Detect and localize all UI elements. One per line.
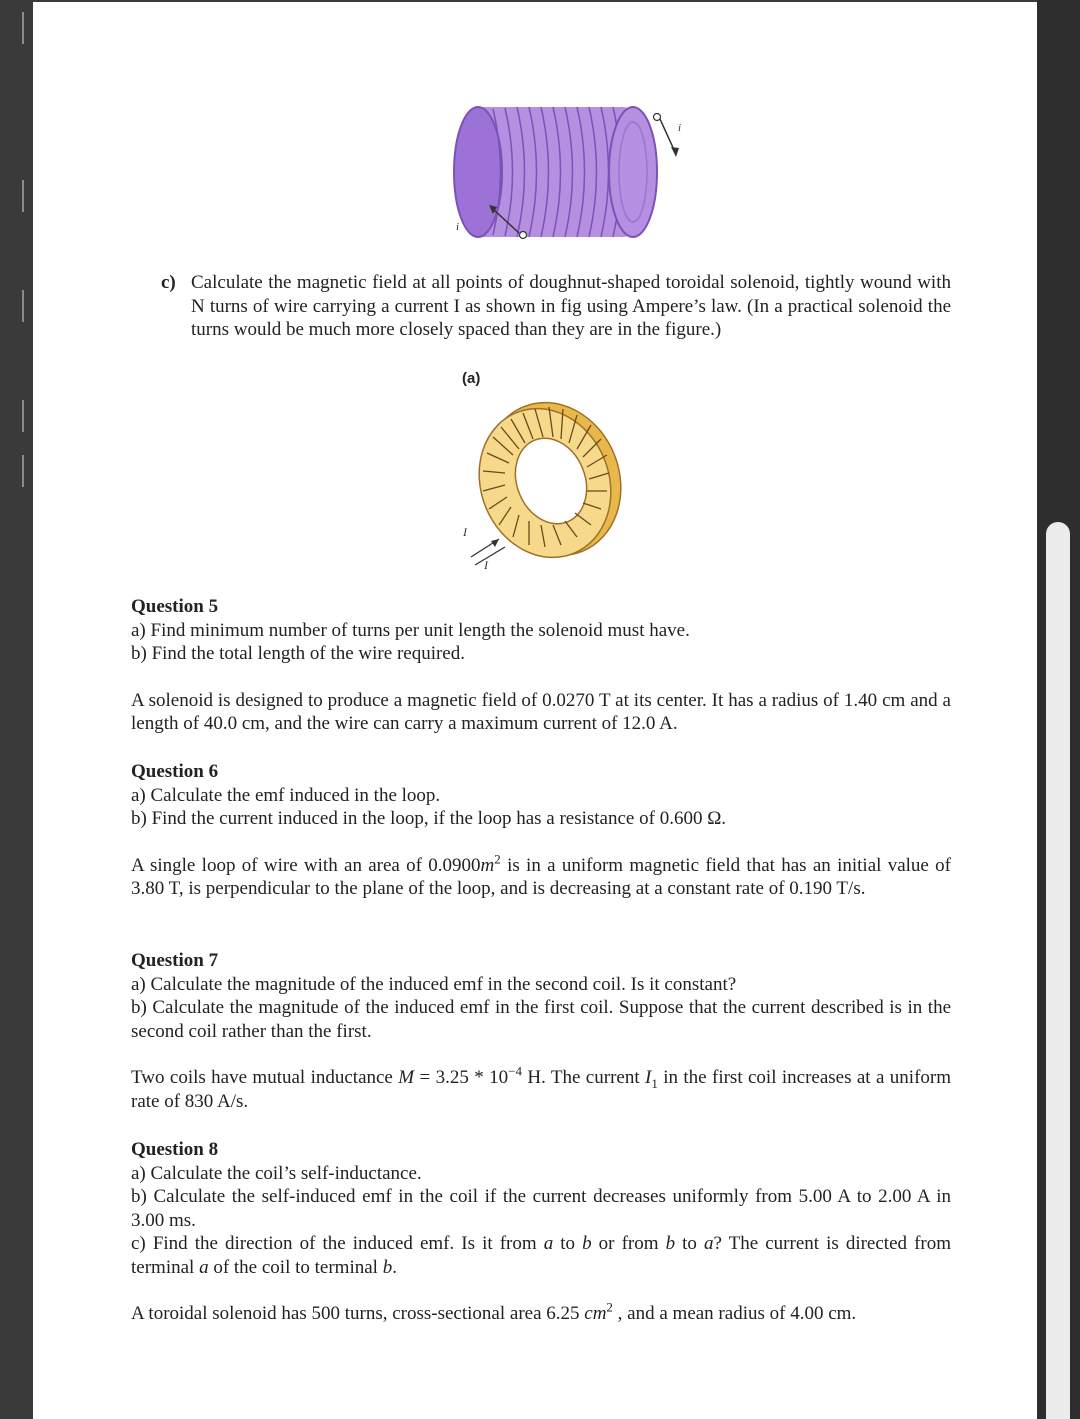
question-body: A single loop of wire with an area of $0.0900m^2$ is in a uniform magnetic field that has an initial value of 3.80 T, is perpendicular to the plane of the loop, and is decreasing at a constant rate of 0.190 T/s. bbox=[131, 851, 951, 899]
solenoid-current-label: i bbox=[678, 122, 682, 134]
question-part-a: a) Calculate the emf induced in the loop. bbox=[131, 784, 441, 806]
question-part-c: c) Find the direction of the induced emf. Is it from a to b or from b to a? The current is directed from terminal a of the coil to terminal b. bbox=[131, 1233, 952, 1278]
toroid-panel-label: (a) bbox=[462, 370, 481, 387]
toroid-current-label: I bbox=[463, 525, 467, 539]
question-part-a: a) Calculate the magnitude of the induced emf in the second coil. Is it constant? bbox=[131, 973, 737, 995]
question-title: Question 6 bbox=[131, 761, 219, 782]
toroid-current-label: I bbox=[484, 558, 488, 572]
question-title: Question 8 bbox=[131, 1139, 219, 1160]
question-body: A solenoid is designed to produce a magnetic field of 0.0270 T at its center. It has a radius of 1.40 cm and a length of 40.0 cm, and the wire can carry a maximum current of 12.0 A. bbox=[131, 689, 951, 734]
part-c-text: Calculate the magnetic field at all points of doughnut-shaped toroidal solenoid, tightly wound with N turns of wire carrying a current I as shown in fig using Ampere’s law. (In a practical solenoid the turns would be much more closely spaced than they are in the figure.) bbox=[191, 272, 951, 340]
left-panel-edge bbox=[0, 0, 33, 1419]
solenoid-current-label: i bbox=[456, 221, 460, 233]
question-part-a: a) Find minimum number of turns per unit length the solenoid must have. bbox=[131, 619, 690, 641]
question-body: A toroidal solenoid has 500 turns, cross-sectional area 6.25 $cm^2$ , and a mean radius of 4.00 cm. bbox=[131, 1299, 857, 1324]
question-part-b: b) Calculate the magnitude of the induced emf in the first coil. Suppose that the current described is in the second coil rather than the first. bbox=[131, 997, 951, 1042]
part-c-label: c) bbox=[161, 272, 176, 293]
question-part-b: b) Find the total length of the wire required. bbox=[131, 643, 465, 664]
toroid-figure bbox=[453, 397, 643, 577]
question-body: Two coils have mutual inductance $M = 3.25 * 10^{-4}$ H. The current $I_1$ in the first coil increases at a uniform rate of 830 A/s. bbox=[131, 1063, 952, 1112]
question-5 bbox=[131, 595, 951, 736]
question-8 bbox=[131, 1138, 951, 1326]
scrollbar-thumb[interactable] bbox=[1046, 522, 1070, 1419]
question-part-b: b) Calculate the self-induced emf in the coil if the current decreases uniformly from 5.00 A to 2.00 A in 3.00 ms. bbox=[131, 1186, 951, 1231]
question-part-b: b) Find the current induced in the loop, if the loop has a resistance of 0.600 Ω. bbox=[131, 808, 727, 829]
question-6 bbox=[131, 760, 951, 901]
question-part-a: a) Calculate the coil’s self-inductance. bbox=[131, 1162, 422, 1184]
solenoid-figure bbox=[443, 97, 693, 247]
question-7 bbox=[131, 949, 951, 1113]
question-title: Question 5 bbox=[131, 596, 219, 617]
question-title: Question 7 bbox=[131, 950, 219, 971]
document-page bbox=[33, 0, 1037, 1419]
